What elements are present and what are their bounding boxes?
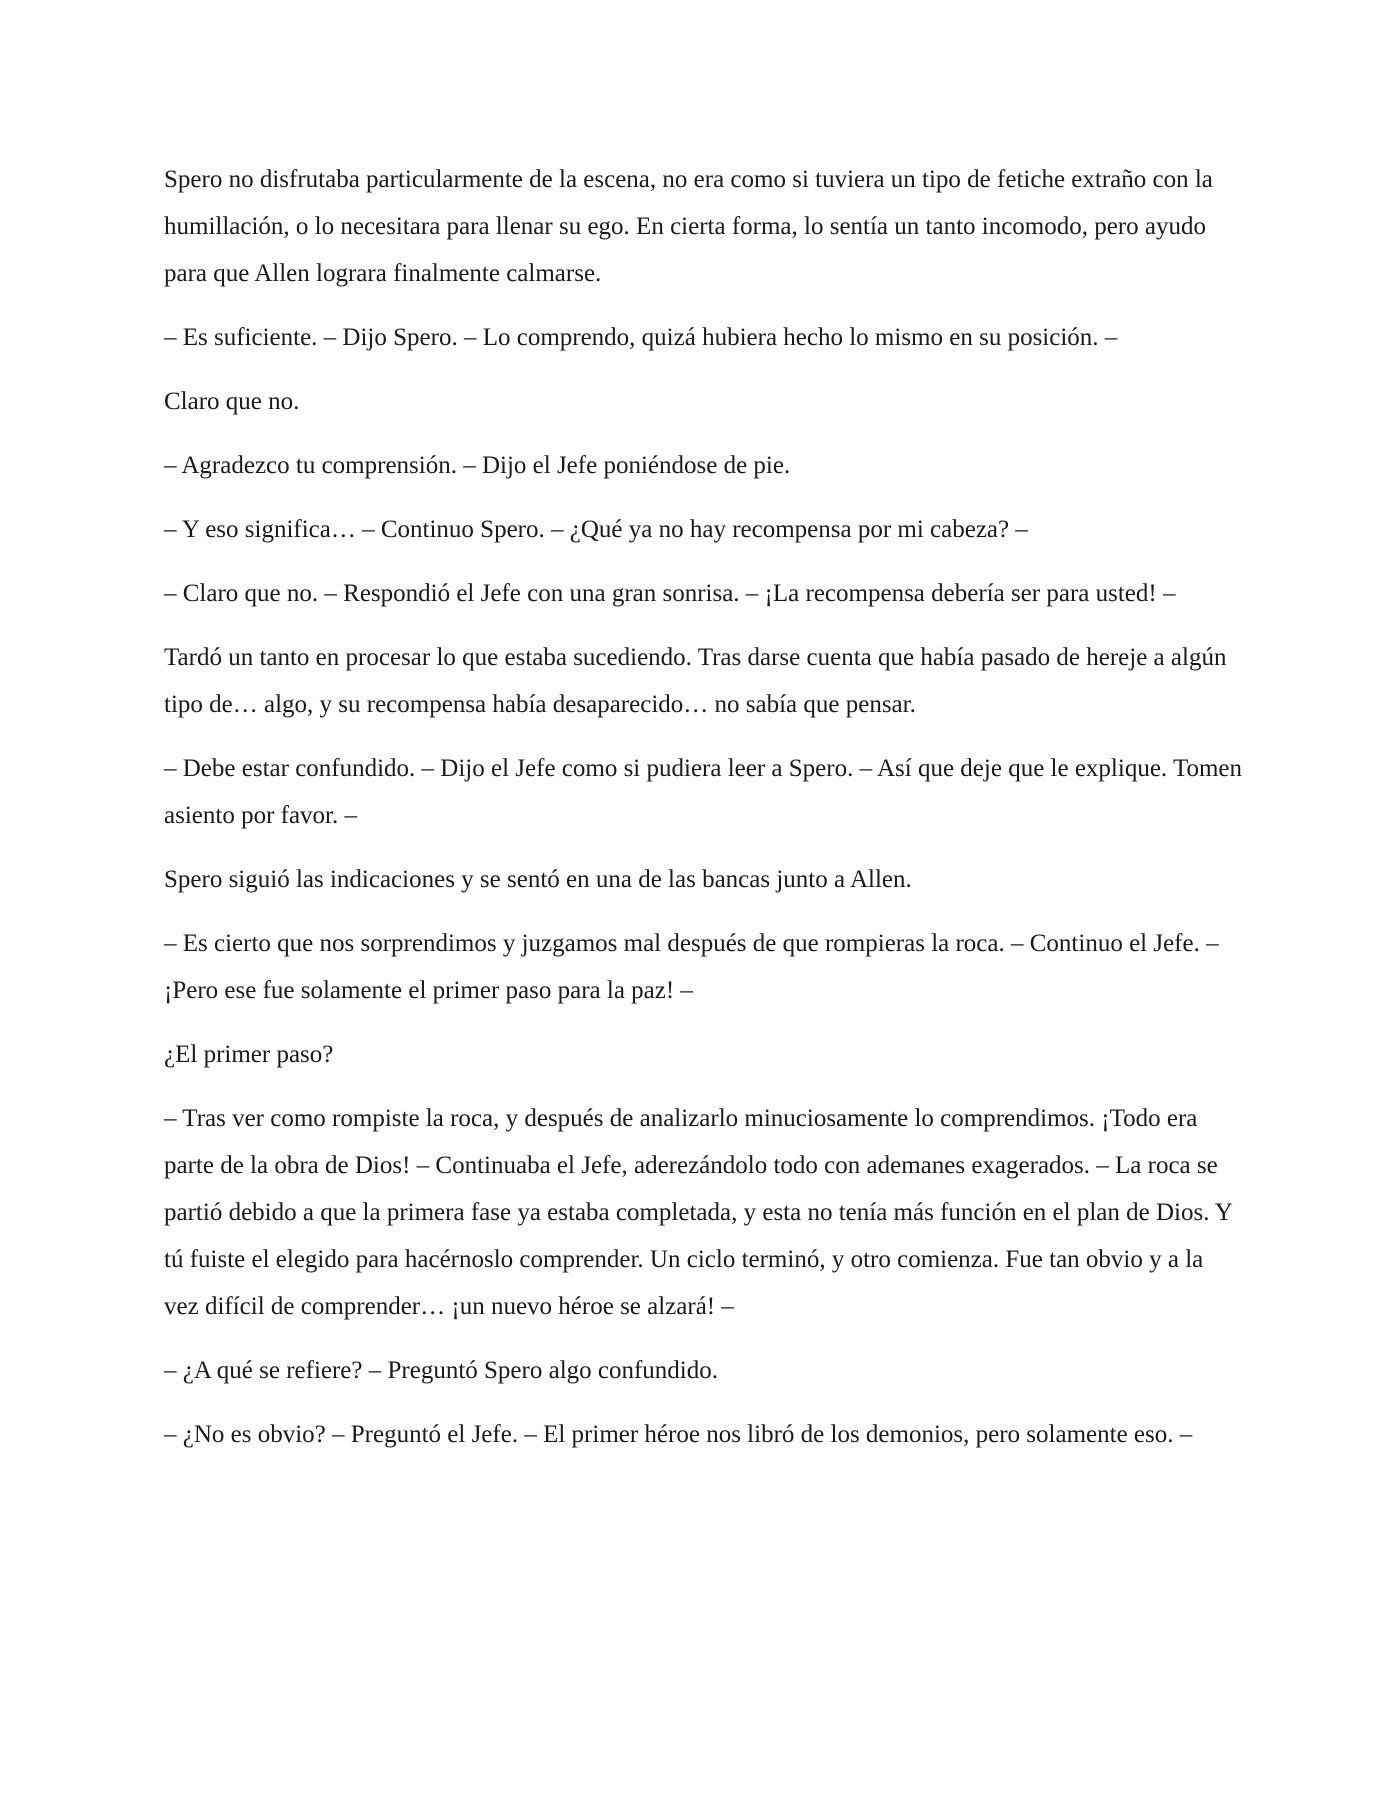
paragraph: – ¿A qué se refiere? – Preguntó Spero algo confundido.: [164, 1357, 719, 1384]
paragraph: – Claro que no. – Respondió el Jefe con una gran sonrisa. – ¡La recompensa debería ser para usted! –: [164, 580, 1176, 607]
paragraph: – Debe estar confundido. – Dijo el Jefe como si pudiera leer a Spero. – Así que deje que le explique. Tomen asiento por favor. –: [164, 755, 1243, 829]
paragraph: – ¿No es obvio? – Preguntó el Jefe. – El primer héroe nos libró de los demonios, pero solamente eso. –: [164, 1421, 1193, 1448]
paragraph: ¿El primer paso?: [164, 1041, 334, 1068]
paragraph: – Tras ver como rompiste la roca, y después de analizarlo minuciosamente lo comprendimos. ¡Todo era parte de la obra de Dios! – Continuaba el Jefe, aderezándolo todo con ademanes exagerados. – La roca se partió debido a que la primera fase ya estaba completada, y esta no tenía más función en el plan de Dios. Y tú fuiste el elegido para hacérnoslo comprender. Un ciclo terminó, y otro comienza. Fue tan obvio y a la vez difícil de comprender… ¡un nuevo héroe se alzará! –: [164, 1105, 1232, 1320]
paragraph: – Es cierto que nos sorprendimos y juzgamos mal después de que rompieras la roca. – Continuo el Jefe. – ¡Pero ese fue solamente el primer paso para la paz! –: [164, 930, 1219, 1004]
paragraph: – Y eso significa… – Continuo Spero. – ¿Qué ya no hay recompensa por mi cabeza? –: [164, 516, 1028, 543]
paragraph: – Es suficiente. – Dijo Spero. – Lo comprendo, quizá hubiera hecho lo mismo en su posición. –: [164, 324, 1118, 351]
paragraph: Spero no disfrutaba particularmente de la escena, no era como si tuviera un tipo de fetiche extraño con la humillación, o lo necesitara para llenar su ego. En cierta forma, lo sentía un tanto incomodo, pero ayudo para que Allen lograra finalmente calmarse.: [164, 166, 1213, 287]
paragraph: Spero siguió las indicaciones y se sentó en una de las bancas junto a Allen.: [164, 866, 912, 893]
paragraph: – Agradezco tu comprensión. – Dijo el Jefe poniéndose de pie.: [164, 452, 791, 479]
paragraph: Claro que no.: [164, 388, 300, 415]
paragraph: Tardó un tanto en procesar lo que estaba sucediendo. Tras darse cuenta que había pasado de hereje a algún tipo de… algo, y su recompensa había desaparecido… no sabía que pensar.: [164, 644, 1227, 718]
document-body: [164, 156, 1244, 1475]
